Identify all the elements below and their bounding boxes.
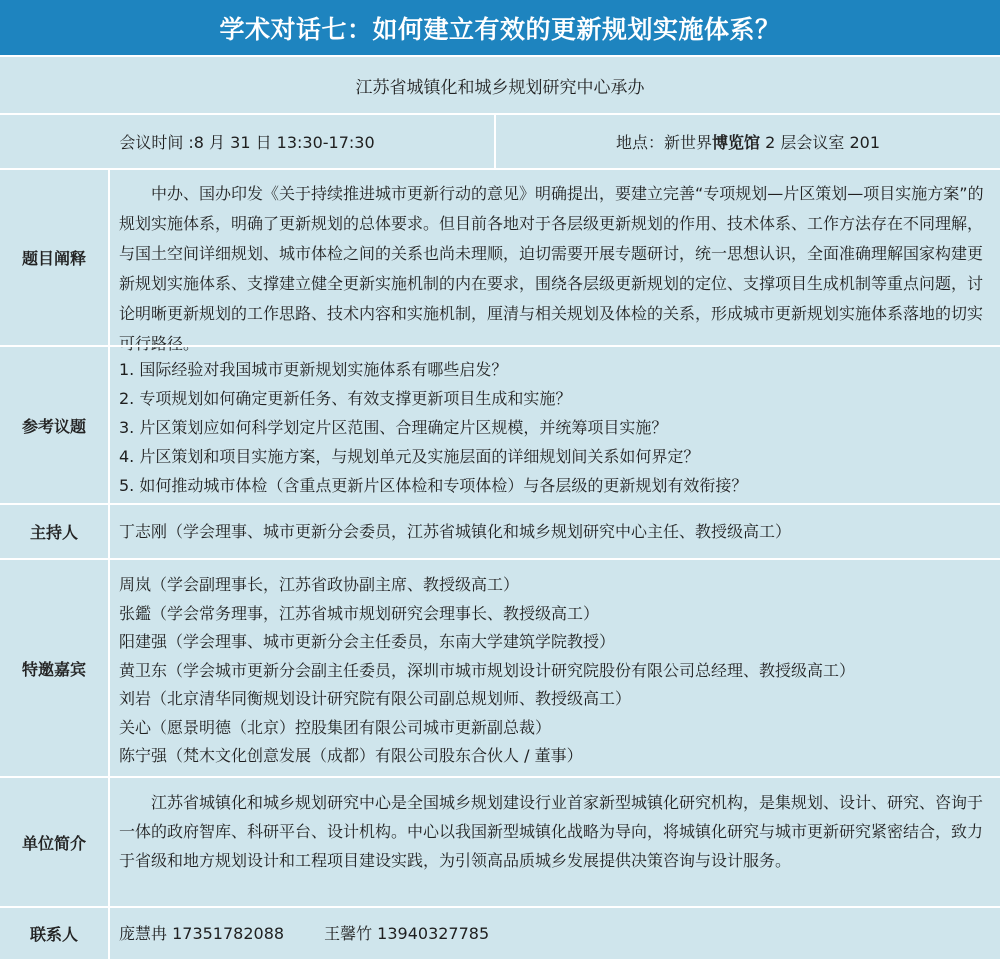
questions-label: 参考议题 xyxy=(0,347,110,503)
host-content xyxy=(110,505,1000,558)
topic-row xyxy=(0,168,1000,353)
contact-person-1: 庞慧冉 17351782088 xyxy=(119,923,285,943)
host-row xyxy=(0,503,1000,558)
topic-label: 题目阐释 xyxy=(0,170,110,345)
guests-row xyxy=(0,558,1000,776)
meeting-time xyxy=(0,115,496,168)
location-suffix: 2 层会议室 201 xyxy=(760,133,880,152)
location-prefix: 地点：新世界 xyxy=(615,133,712,152)
location-venue: 博览馆 xyxy=(712,133,761,152)
guest-item: 黄卫东（学会城市更新分会副主任委员，深圳市城市规划设计研究院股份有限公司总经理、教授级高工） xyxy=(119,660,856,680)
organizer-row xyxy=(0,55,1000,113)
contact-label: 联系人 xyxy=(0,908,110,959)
contact-content xyxy=(110,908,1000,959)
questions-content xyxy=(110,347,1000,503)
guests-content xyxy=(110,560,1000,776)
meeting-location xyxy=(496,115,1000,168)
host-label: 主持人 xyxy=(0,505,110,558)
unit-text: 江苏省城镇化和城乡规划研究中心是全国城乡规划建设行业首家新型城镇化研究机构，是集规划、设计、研究、咨询于一体的政府智库、科研平台、设计机构。中心以我国新型城镇化战略为导向，将城镇化研究与城市更新研究紧密结合，致力于省级和地方规划设计和工程项目建设实践，为引领高品质城乡发展提供决策咨询与设计服务。 xyxy=(119,793,984,870)
topic-text: 中办、国办印发《关于持续推进城市更新行动的意见》明确提出，要建立完善“专项规划—片区策划—项目实施方案”的规划实施体系，明确了更新规划的总体要求。但目前各地对于各层级更新规划的作用、技术体系、工作方法存在不同理解，与国土空间详细规划、城市体检之间的关系也尚未理顺，迫切需要开展专题研讨，统一思想认识，全面准确理解国家构建更新规划实施体系、支撑建立健全更新实施机制的内在要求，围绕各层级更新规划的定位、支撑项目生成机制等重点问题，讨论明晰更新规划的工作思路、技术内容和实施机制，厘清与相关规划及体检的关系，形成城市更新规划实施体系落地的切实可行路径。 xyxy=(119,184,984,353)
question-item: 3. 片区策划应如何科学划定片区范围、合理确定片区规模，并统筹项目实施？ xyxy=(119,418,668,437)
unit-label: 单位简介 xyxy=(0,778,110,906)
unit-content xyxy=(110,778,1000,906)
guest-item: 周岚（学会副理事长，江苏省政协副主席、教授级高工） xyxy=(119,575,520,594)
page-title: 学术对话七：如何建立有效的更新规划实施体系？ xyxy=(0,0,1000,55)
questions-row xyxy=(0,345,1000,503)
guest-item: 陈宁强（梵木文化创意发展（成都）有限公司股东合伙人 / 董事） xyxy=(119,746,583,765)
contact-person-2: 王馨竹 13940327785 xyxy=(324,923,490,943)
guest-item: 刘岩（北京清华同衡规划设计研究院有限公司副总规划师、教授级高工） xyxy=(119,689,632,708)
organizer-text: 江苏省城镇化和城乡规划研究中心承办 xyxy=(355,77,645,98)
question-item: 5. 如何推动城市体检（含重点更新片区体检和专项体检）与各层级的更新规划有效衔接？ xyxy=(119,476,748,495)
guest-item: 张鑑（学会常务理事，江苏省城市规划研究会理事长、教授级高工） xyxy=(119,603,600,623)
question-item: 1. 国际经验对我国城市更新规划实施体系有哪些启发？ xyxy=(119,360,508,379)
topic-content xyxy=(110,170,1000,353)
guests-label: 特邀嘉宾 xyxy=(0,560,110,776)
contact-row xyxy=(0,906,1000,959)
unit-row xyxy=(0,776,1000,906)
guest-item: 阳建强（学会理事、城市更新分会主任委员，东南大学建筑学院教授） xyxy=(119,632,616,651)
guest-item: 关心（愿景明德（北京）控股集团有限公司城市更新副总裁） xyxy=(119,717,552,737)
question-item: 2. 专项规划如何确定更新任务、有效支撑更新项目生成和实施？ xyxy=(119,389,572,408)
meeting-info-row xyxy=(0,113,1000,168)
question-item: 4. 片区策划和项目实施方案，与规划单元及实施层面的详细规划间关系如何界定？ xyxy=(119,447,700,466)
meeting-time-text: 会议时间 :8 月 31 日 13:30-17:30 xyxy=(119,133,375,152)
host-text: 丁志刚（学会理事、城市更新分会委员，江苏省城镇化和城乡规划研究中心主任、教授级高工） xyxy=(119,521,792,541)
